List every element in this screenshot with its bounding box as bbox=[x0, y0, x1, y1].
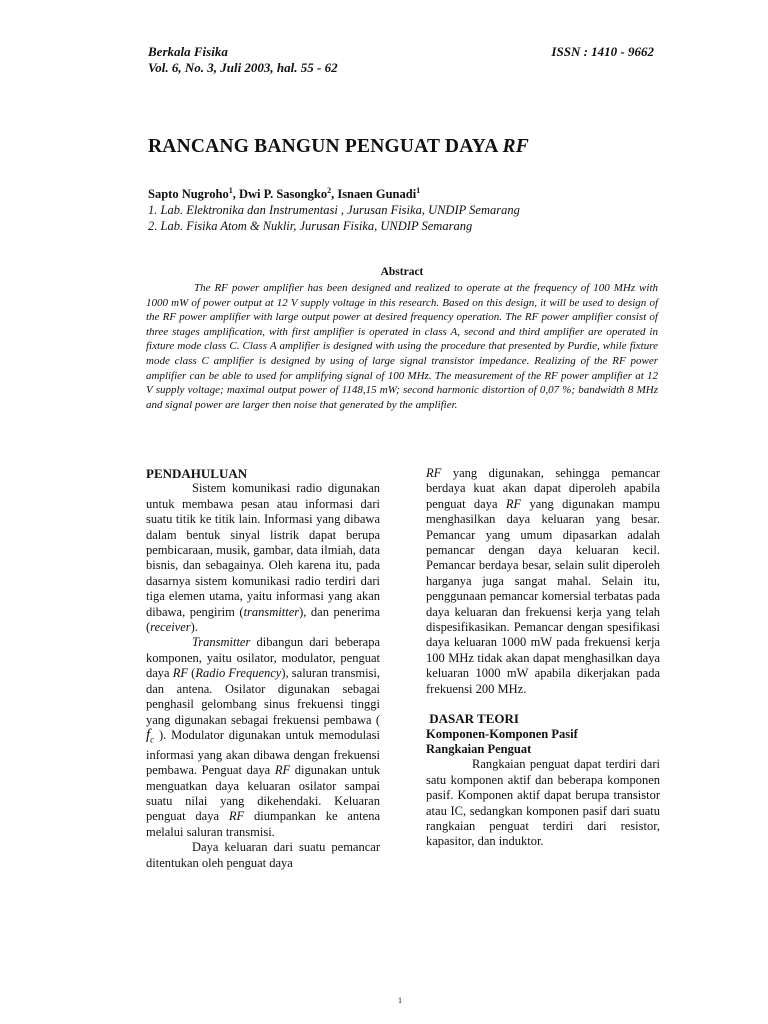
journal-volume: Vol. 6, No. 3, Juli 2003, hal. 55 - 62 bbox=[148, 60, 338, 75]
paragraph-rangkaian-penguat: Rangkaian penguat dapat terdiri dari satu komponen aktif dan beberapa komponen pasif. Komponen aktif dapat berupa transistor atau IC, sedangkan komponen pasif dari suatu rangkaian penguat terdiri dari resistor, kapasitor, dan induktor. bbox=[426, 757, 660, 849]
text-run: digunakan untuk menguatkan daya keluaran osilator sampai suatu nilai yang dikehendaki. Keluaran penguat daya bbox=[146, 763, 380, 824]
term-rf: RF bbox=[274, 763, 291, 778]
abstract-heading: Abstract bbox=[380, 266, 424, 278]
text-run: ), saluran transmisi, dan antena. Osilator digunakan sebagai penghasil gelombang sinus frekuensi tinggi yang digunakan sebagai frekuensi pembawa ( bbox=[146, 666, 380, 727]
paragraph-continued bbox=[426, 466, 660, 697]
term-rf: RF bbox=[228, 809, 245, 824]
affiliation-2: 2. Lab. Fisika Atom & Nuklir, Jurusan Fisika, UNDIP Semarang bbox=[148, 219, 473, 233]
term-rf: RF bbox=[172, 666, 189, 681]
symbol-subscript-c: c bbox=[150, 734, 155, 745]
section-heading-pendahuluan: PENDAHULUAN bbox=[146, 466, 248, 481]
left-column bbox=[146, 466, 380, 871]
text-run: yang digunakan mampu menghasilkan daya keluaran yang besar. Pemancar yang umum dipasarkan adalah pemancar dengan daya keluaran kecil. Pemancar berdaya besar, selain sulit diperoleh harganya juga sangat mahal. Selain itu, penggunaan pemancar komersial terbatas pada daya keluaran dan frekuensi kerja yang telah dispesifikasikan. Pemancar dengan spesifikasi daya keluaran 1000 mW pada frekuensi kerja 100 MHz tidak akan dapat menghasilkan daya keluaran 1000 mW apabila dikerjakan pada frekuensi 200 MHz. bbox=[426, 496, 660, 696]
term-receiver: receiver bbox=[150, 620, 191, 635]
author-1: Sapto Nugroho bbox=[148, 187, 229, 201]
section-heading-dasar-teori: DASAR TEORI bbox=[426, 711, 519, 727]
term-radio-frequency: Radio Frequency bbox=[195, 666, 282, 681]
text-run: ), dan penerima ( bbox=[146, 604, 381, 635]
affiliation-1: 1. Lab. Elektronika dan Instrumentasi , Jurusan Fisika, UNDIP Semarang bbox=[148, 203, 520, 217]
text-run: dibangun dari beberapa komponen, yaitu osilator, modulator, penguat daya bbox=[146, 635, 380, 681]
author-block bbox=[148, 186, 520, 234]
term-rf: RF bbox=[505, 496, 522, 511]
paper-title bbox=[148, 136, 529, 158]
paper-title-italic: RF bbox=[502, 136, 529, 157]
journal-name: Berkala Fisika bbox=[148, 44, 228, 59]
author-2-sup: 2 bbox=[327, 185, 332, 195]
term-transmitter: Transmitter bbox=[192, 635, 251, 650]
abstract-text: The RF power amplifier has been designed and realized to operate at the frequency of 100 MHz with 1000 mW of power output at 12 V supply voltage in this research. Based on this design, it will be used to design of the RF power amplifier with large output power at desired frequency operation. The RF power amplifier consist of three stages amplification, with first amplifier is operated in class A, second and third amplifier are operated in fixture mode class C. Class A amplifier is designed with using the procedure that presented by Purdie, while fixture mode class C amplifier is designed by using of large signal transistor impedance. Realizing of the RF power amplifier can be able to used for amplifying signal of 100 MHz. The measurement of the RF power amplifier at 12 V supply voltage; maximal output power of 1148,15 mW; second harmonic distortion of 0,07 %; bandwidth 8 MHz and signal power are larger then noise that generated by the amplifier. bbox=[146, 282, 658, 411]
right-column bbox=[426, 466, 660, 850]
author-names bbox=[148, 186, 520, 202]
author-2: Dwi P. Sasongko bbox=[238, 187, 328, 201]
issn: ISSN : 1410 - 9662 bbox=[551, 44, 654, 59]
author-sep-2: , bbox=[331, 187, 338, 201]
author-3: Isnaen Gunadi bbox=[337, 187, 417, 201]
text-run: ( bbox=[188, 666, 196, 681]
text-run: diumpankan ke antena melalui saluran transmisi. bbox=[146, 809, 380, 839]
subsection-heading-rangkaian-penguat: Rangkaian Penguat bbox=[426, 741, 532, 756]
author-sep-1: , bbox=[232, 187, 239, 201]
journal-header bbox=[148, 44, 338, 76]
spacer bbox=[426, 697, 660, 711]
paragraph-2 bbox=[146, 635, 380, 840]
text-run: Sistem komunikasi radio digunakan untuk membawa pesan atau informasi dari suatu titik ke titik lain. Informasi yang dibawa dalam bentuk sinyal listrik dapat berupa pembicaraan, musik, gambar, data ilmiah, data bisnis, dan sebagainya. Oleh karena itu, pada dasarnya sistem komunikasi radio terdiri dari tiga elemen utama, yaitu informasi yang akan dibawa, pengirim ( bbox=[146, 481, 380, 619]
symbol-f: f bbox=[146, 726, 151, 743]
author-1-sup: 1 bbox=[228, 185, 233, 195]
paragraph-1 bbox=[146, 481, 380, 635]
text-run: yang digunakan, sehingga pemancar berdaya kuat akan dapat diperoleh apabila penguat daya bbox=[426, 466, 660, 511]
page-number: 1 bbox=[398, 996, 402, 1005]
term-transmitter: transmitter bbox=[243, 604, 300, 619]
paragraph-3: Daya keluaran dari suatu pemancar ditentukan oleh penguat daya bbox=[146, 840, 380, 870]
text-run: ). bbox=[190, 620, 198, 635]
term-rf: RF bbox=[426, 466, 442, 480]
text-run: ). Modulator digunakan untuk memodulasi informasi yang akan dibawa dengan frekuensi pembawa. Penguat daya bbox=[146, 727, 380, 778]
author-3-sup: 1 bbox=[416, 185, 421, 195]
paper-title-main: RANCANG BANGUN PENGUAT DAYA bbox=[148, 136, 503, 157]
subsection-heading-komponen-pasif: Komponen-Komponen Pasif bbox=[426, 726, 578, 741]
